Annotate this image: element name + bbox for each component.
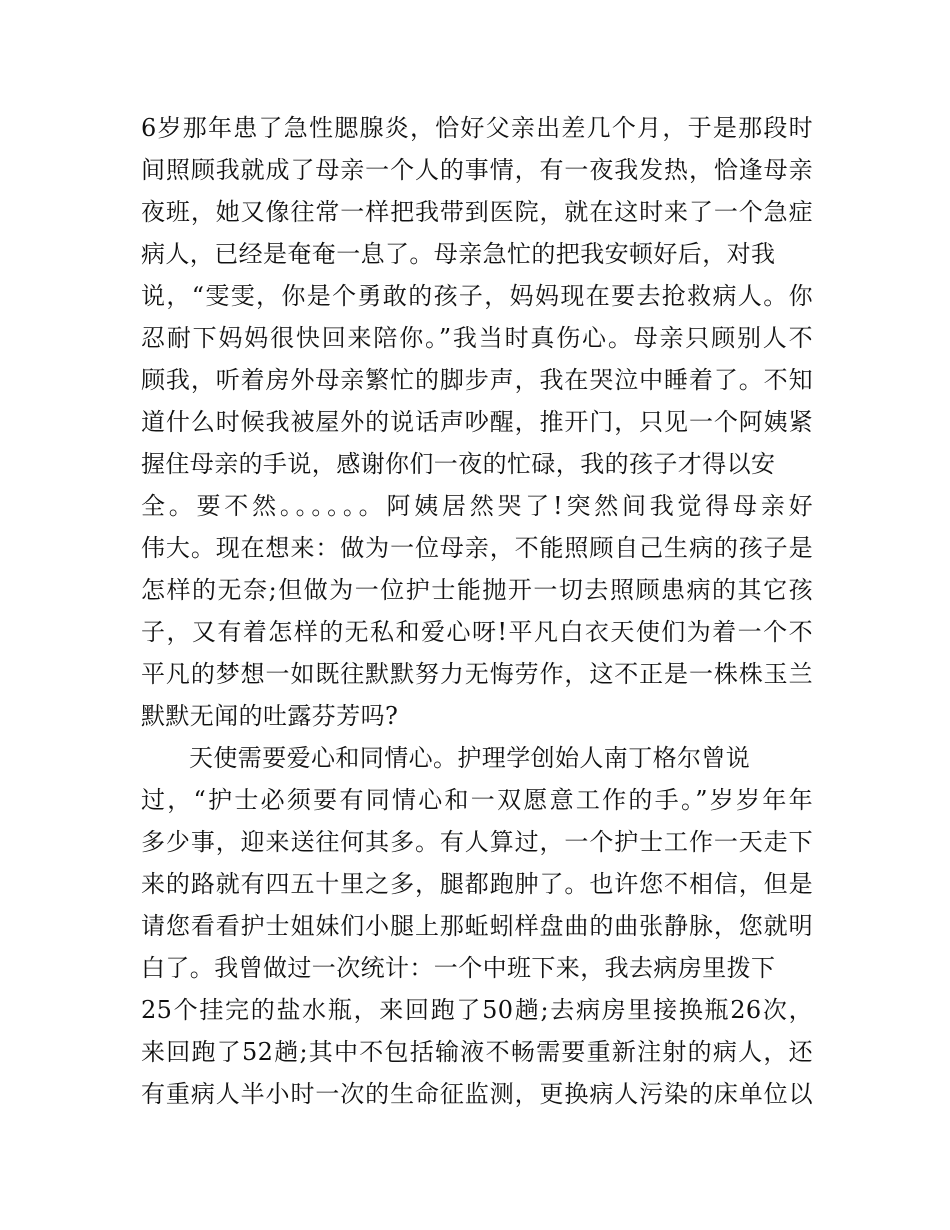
- text-line: 来回跑了52趟;其中不包括输液不畅需要重新注射的病人，还: [141, 1038, 813, 1066]
- text-line: 平凡的梦想一如既往默默努力无悔劳作，这不正是一株株玉兰: [141, 660, 813, 688]
- text-line: 怎样的无奈;但做为一位护士能抛开一切去照顾患病的其它孩: [141, 576, 813, 604]
- text-line: 病人，已经是奄奄一息了。母亲急忙的把我安顿好后，对我: [141, 240, 776, 268]
- text-line: 过，“护士必须要有同情心和一双愿意工作的手。”岁岁年年: [141, 786, 813, 814]
- text-line: 子，又有着怎样的无私和爱心呀!平凡白衣天使们为着一个不: [141, 618, 813, 646]
- text-line: 忍耐下妈妈很快回来陪你。”我当时真伤心。母亲只顾别人不: [141, 324, 813, 352]
- text-line: 请您看看护士姐妹们小腿上那蚯蚓样盘曲的曲张静脉，您就明: [141, 912, 813, 940]
- text-line: 道什么时候我被屋外的说话声吵醒，推开门，只见一个阿姨紧: [141, 408, 813, 436]
- text-line: 白了。我曾做过一次统计：一个中班下来，我去病房里拨下: [141, 954, 776, 982]
- text-line: 默默无闻的吐露芬芳吗?: [141, 702, 399, 730]
- text-line: 全。要不然。。。。。。阿姨居然哭了!突然间我觉得母亲好: [141, 492, 813, 520]
- text-line: 多少事，迎来送往何其多。有人算过，一个护士工作一天走下: [141, 828, 813, 856]
- text-line: 夜班，她又像往常一样把我带到医院，就在这时来了一个急症: [141, 198, 813, 226]
- text-line: 天使需要爱心和同情心。护理学创始人南丁格尔曾说: [189, 744, 751, 772]
- text-line: 顾我，听着房外母亲繁忙的脚步声，我在哭泣中睡着了。不知: [141, 366, 813, 394]
- body-text: [141, 107, 813, 1115]
- text-line: 来的路就有四五十里之多，腿都跑肿了。也许您不相信，但是: [141, 870, 813, 898]
- text-line: 握住母亲的手说，感谢你们一夜的忙碌，我的孩子才得以安: [141, 450, 776, 478]
- text-line: 6岁那年患了急性腮腺炎，恰好父亲出差几个月，于是那段时: [141, 114, 813, 142]
- text-line: 伟大。现在想来：做为一位母亲，不能照顾自己生病的孩子是: [141, 534, 813, 562]
- text-line: 说，“雯雯，你是个勇敢的孩子，妈妈现在要去抢救病人。你: [141, 282, 813, 310]
- text-line: 25个挂完的盐水瓶，来回跑了50趟;去病房里接换瓶26次，: [141, 996, 813, 1024]
- text-line: 有重病人半小时一次的生命征监测，更换病人污染的床单位以: [141, 1080, 813, 1108]
- text-line: 间照顾我就成了母亲一个人的事情，有一夜我发热，恰逢母亲: [141, 156, 813, 184]
